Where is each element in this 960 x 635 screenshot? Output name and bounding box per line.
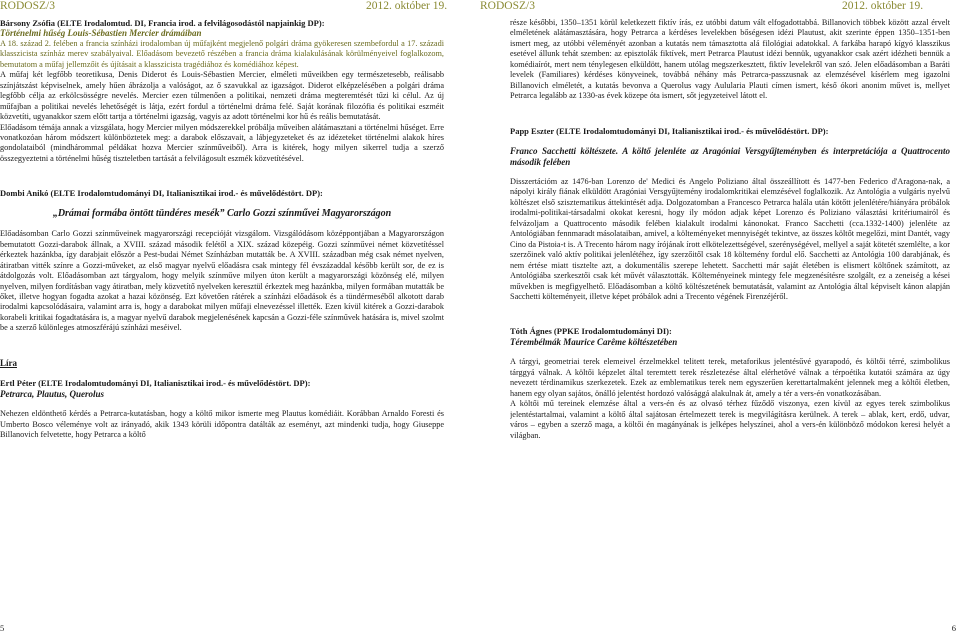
page-number-left: 5 <box>0 623 5 633</box>
header-left-date: 2012. október 19. <box>366 0 448 12</box>
abstract-1-title: Történelmi hűség Louis-Sébastien Mercier drámáiban <box>0 28 202 39</box>
abstract-5-title: Térembélmák Maurice Carême költészetében <box>510 336 678 347</box>
abstract-5-paragraph-2: A költői mű tereinek elemzése által a vers-én és az olvasó térhez fűződő viszonya, ezen kívül az egyes terek szimbolikus jelentéstartalmai, valamint a költő által sajátosan értelmezett terek is megvilágításra kerülnek. A terek – ablak, kert, erdő, udvar, város – egyben a szerző maga, a költői én magányának is jelképes helyszínei, ahol a vers-én különböző módokon keresi helyét a világban. <box>510 399 950 440</box>
left-column <box>0 18 444 618</box>
abstract-2-author: Dombi Anikó (ELTE Irodalomtudományi DI, Italianisztikai irod.- és művelődéstört. DP): <box>0 188 323 199</box>
abstract-1-paragraph-3: Előadásom témája annak a vizsgálata, hogy Mercier milyen módszerekkel próbálja műveiben alátámasztani a történelmi hűséget. Erre vonatkozóan három módszert különböztetek meg: a darabok előszavait, a lábjegyzeteket és az idézeteket történelmi alakok híres gondolataiból (mindhárommal példákat hozva Mercier színműveiből). Arra is kitérek, hogy milyen sikerrel tudja a szerző összegyeztetni a történelmi hűség tiszteletben tartását a felvilágosult eszmék közvetítésével. <box>0 122 444 163</box>
abstract-2-paragraph-1: Előadásomban Carlo Gozzi színműveinek magyarországi recepcióját vizsgálom. Vizsgálódásom középpontjában a Magyarországon bemutatott Gozzi-darabok állnak, a XVIII. század második felétől a XIX. század közepéig. Gozzi színművei német közvetítéssel érkeztek hazánkba, így darabjait először a Pest-budai Német Színházban mutatták be. A XVIII. században még csak német nyelven, átiratban vitték színre a Gozzi-műveket, az első magyar nyelvű előadásra csak mintegy fél évszázaddal később került sor, de ez is átdolgozás volt. Előadásomban azt tárgyalom, hogy melyik színműve milyen úton került a magyarországi közönség elé, milyen nyelven, milyen fordításban vagy átiratban, mely közvetítő nyelveken keresztül érkeztek meg hazánkba, milyen formában mutatták be őket, illetve hogyan fogadta azokat a hazai közönség. Ezt követően rátérek a színházi előadások és a tündérmeséből alkotott darab irodalmi kapcsolódásaira, valamint arra is, hogy a darabokat milyen műfaji elnevezéssel illették. Ezen kívül kitérek a Gozzi-darabok korabeli kritikai fogadtatására is, a magyar nyelvű darabok megjelenésének kapcsán a Gozzi-féle színművek hatására is, mivel szolmt be a szerző különleges atmoszférájú színházi meséivel. <box>0 229 444 333</box>
abstract-1-paragraph-2: A műfaj két legfőbb teoretikusa, Denis Diderot és Louis-Sébastien Mercier, elméleti műveikben egy természetesebb, reálisabb színjátszást képviselnek, amely hűen ábrázolja a valóságot, az ő szavukkal az igazságot. Diderot elképzelésében a polgári dráma legfőbb célja az erkölcsösségre nevelés. Mercier ezen túlmenően a politikai, nemzeti dráma megteremtését tűzi ki célul. Az új műfajban a politikai nevelés lehetőségét is látja, ezért fordul a történelmi dráma felé. Saját korának filozófia és politikai eszméit közvetíti, ugyanakkor szem előtt tartja a történelmi igazság, vagyis az adott történelmi kor hű és reális bemutatását. <box>0 70 444 122</box>
abstract-5-author: Tóth Ágnes (PPKE Irodalomtudományi DI): <box>510 326 672 337</box>
right-column <box>510 18 950 618</box>
abstract-4-author: Papp Eszter (ELTE Irodalomtudományi DI, Italianisztikai irod.- és művelődéstört. DP): <box>510 125 829 136</box>
abstract-3-title: Petrarca, Plautus, Querolus <box>0 388 105 399</box>
continuation-paragraph: része későbbi, 1350–1351 körül keletkezett fiktív írás, ez utóbbi datum vált elfogadottabbá. Billanovich többek között azzal érvelt elméletének alátámasztására, hogy Petrarca a kérdéses levelekben bőségesen idézi Plautust, akit szerinte éppen 1350–1351-ben ismert meg, az utóbbi véleményét azonban a kutatás nem támasztotta alá filológiai adatokkal. A farkába harapó kígyó klasszikus esetével állunk tehát szemben: az episztolák fiktívek, mert Petrarca Plautust idézi bennük, ugyanakkor csak azért idézheti bennük a komédiaírót, mert nem ténylegesen elküldött, hanem utólag megszerkesztett, fiktív levelekről van szó. Jelen előadásomban a Baráti levelek (Familiares) kérdéses könyveinek, továbbá néhány más Petrarca-passzusnak az elemzésével kísérlem meg igazolni Billanovich elméletét, a kutatás bevonva a Querolus vagy Aulularia Plauti címen ismert, késő ókori anonim művet is, mellyet Petrarca legalább az 1330-as évek közepe óta ismert, sőt jegyzeteivel látott el. <box>510 18 950 101</box>
abstract-5-paragraph-1: A tárgyi, geometriai terek elemeivel érzelmekkel telitett terek, metaforikus jelentésűvé gyarapodó, és költői térré, szimbolikus tárggyá válnak. A költői képzelet által teremtett terek részletezése által elérhetővé válnak a térpoétika kutatói számára az úgy nevezett térdinamikus szerkezetek. Ezek az emblematikus terek nem egyszerűen kerettartalmaként jelennek meg a költői életben, hanem egy olyan sajátos, önálló jelentést hordozó valósággá alakulnak át, amely a tér a vers-én vonatkozásában. <box>510 357 950 398</box>
abstract-4-title: Franco Sacchetti költészete. A költő jelenléte az Aragóniai Versgyűjteményben és interpretációja a Quattrocento második felében <box>510 146 950 167</box>
section-heading-lira: Líra <box>0 357 17 368</box>
header-right-journal: RODOSZ/3 <box>480 0 535 12</box>
header-left-journal: RODOSZ/3 <box>0 0 55 12</box>
abstract-3-paragraph-1: Nehezen eldönthető kérdés a Petrarca-kutatásban, hogy a költő mikor ismerte meg Plautus komédiáit. Korábban Arnaldo Foresti és Umberto Bosco véleménye volt az irányadó, akik 1343 körüli időpontra datálták az eseményt, azt mindenki tudja, hogy Giuseppe Billanovich felvetette, hogy Petrarca a költő <box>0 409 444 440</box>
abstract-3-author: Ertl Péter (ELTE Irodalomtudományi DI, Italianisztikai irod.- és művelődéstört. DP): <box>0 378 311 389</box>
abstract-1-paragraph-1: A 18. század 2. felében a francia színházi irodalomban új műfajként megjelenő polgári dráma gyökeresen szembefordul a 17. századi klasszicista színház merev szabályaival. Előadásom bevezető részében a francia dráma kialakulásának körülményeivel foglalkozom, bemutatom a műfaj jellemzőit és újításait a klasszicista tragédiához és komédiához képest. <box>0 38 444 69</box>
page-number-right: 6 <box>951 623 956 633</box>
header-right-date: 2012. október 19. <box>842 0 924 12</box>
abstract-4-paragraph-1: Disszertációm az 1476-ban Lorenzo de' Medici és Angelo Poliziano által összeállított és 1477-ben Federico d'Aragona-nak, a nápolyi király fiának elküldött Aragóniai Versgyűjtemény irodalomkritikai elemzésével foglalkozik. Az Antológia a vulgáris nyelvű költészet első szisztematikus áttekintését adja. Dolgozatomban a Francesco Petrarca halála után kötőtt jelenlétére/hiányára próbálok irodalmi-politikai-társadalmi okokat keresni, hogy ily módon adjak képet Lorenzo és Poliziano választási kritériumairól és felvázoljam a Quattrocento második felében kialakult irodalmi kánonokat. Franco Sacchetti (cca.1332-1400) jelenléte az Antológiában fennmaradt másolataiban, amivel, a költeményeket mennyiségét tekintve, az összes költőt megelőzi, mint Dantét, vagy Cino da Pistoia-t is. A Trecento három nagy írójának írott elkötelezettségével, szerénységével, mellyel a saját kötetét szemlélte, a kor szerzőinek való aktív politikai jelenlétéhez, így szerzőitől csak 18 költemény fordul elő. Sacchetti az Antológia 100 darabjának, és nem értése miatt tisztelte azt, a dokumentális szerepe lehetett. Sacchetti már saját életében is elismert költőnek számított, az Antológiába szerkesztői csak két művét választották. Költeményeinek mintegy fele megzenésítésre szolgált, ez a zeneiség a kései művekben is megfigyelhető. Előadásomban a költő költészetének bemutatását, valamint az Antológia által képviselt kánon alapján Sacchetti költeményeit, illetve képet próbálok adni a Trecento végének Firenzéjéről. <box>510 176 950 301</box>
abstract-2-title: „Drámai formába öntött tündéres mesék” Carlo Gozzi színművei Magyarországon <box>52 207 392 219</box>
right-page <box>480 0 960 635</box>
abstract-1-author: Bársony Zsófia (ELTE Irodalomtud. DI, Francia irod. a felvilágosodástól napjainkig DP): <box>0 18 325 28</box>
